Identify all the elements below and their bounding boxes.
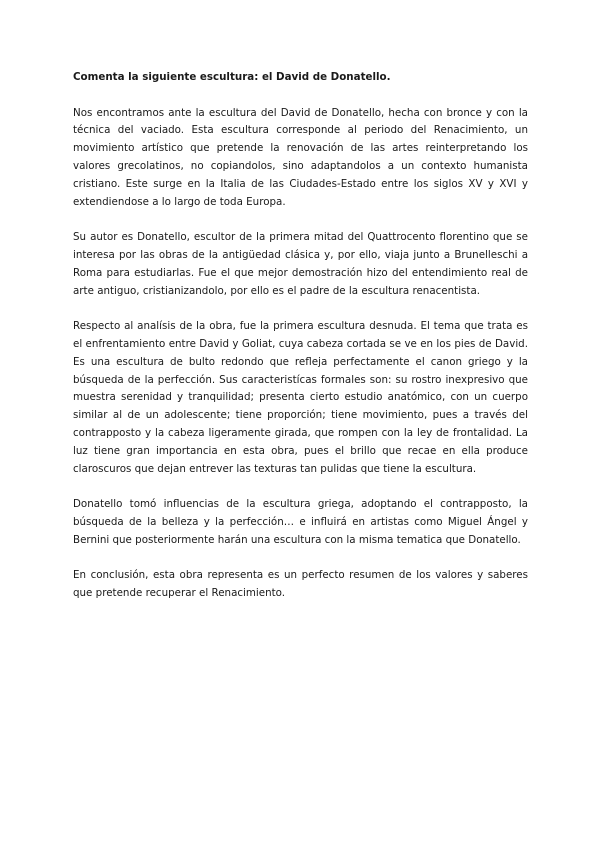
document-title: Comenta la siguiente escultura: el David de Donatello. — [73, 71, 391, 83]
paragraph-analysis: Respecto al analísis de la obra, fue la primera escultura desnuda. El tema que trata es el enfrentamiento entre David y Goliat, cuya cabeza cortada se ve en los pies de David. Es una escultura de bulto redondo que refleja perfectamente el canon griego y la búsqueda de la perfección. Sus caracteristícas formales son: su rostro inexpresivo que muestra serenidad y tranquilidad; presenta cierto estudio anatómico, con un cuerpo similar al de un adolescente; tiene proporción; tiene movimiento, pues a través del contrapposto y la cabeza ligeramente girada, que rompen con la ley de frontalidad. La luz tiene gran importancia en esta obra, pues el brillo que recae en ella produce claroscuros que dejan entrever las texturas tan pulidas que tiene la escultura. — [73, 320, 528, 475]
paragraph-introduction: Nos encontramos ante la escultura del David de Donatello, hecha con bronce y con la técnica del vaciado. Esta escultura corresponde al periodo del Renacimiento, un movimiento artístico que pretende la renovación de las artes reinterpretando los valores grecolatinos, no copiandolos, sino adaptandolos a un contexto humanista cristiano. Este surge en la Italia de las Ciudades-Estado entre los siglos XV y XVI y extendiendose a lo largo de toda Europa. — [73, 106, 528, 208]
paragraph-author: Su autor es Donatello, escultor de la primera mitad del Quattrocento florentino que se interesa por las obras de la antigüedad clásica y, por ello, viaja junto a Brunelleschi a Roma para estudiarlas. Fue el que mejor demostración hizo del entendimiento real de arte antiguo, cristianizandolo, por ello es el padre de la escultura renacentista. — [73, 231, 528, 297]
document-page — [73, 69, 528, 621]
paragraph-influences: Donatello tomó influencias de la escultura griega, adoptando el contrapposto, la búsqueda de la belleza y la perfección… e influirá en artistas como Miguel Ángel y Bernini que posteriormente harán una escultura con la misma tematica que Donatello. — [73, 498, 528, 546]
paragraph-conclusion: En conclusión, esta obra representa es un perfecto resumen de los valores y saberes que pretende recuperar el Renacimiento. — [73, 569, 528, 600]
